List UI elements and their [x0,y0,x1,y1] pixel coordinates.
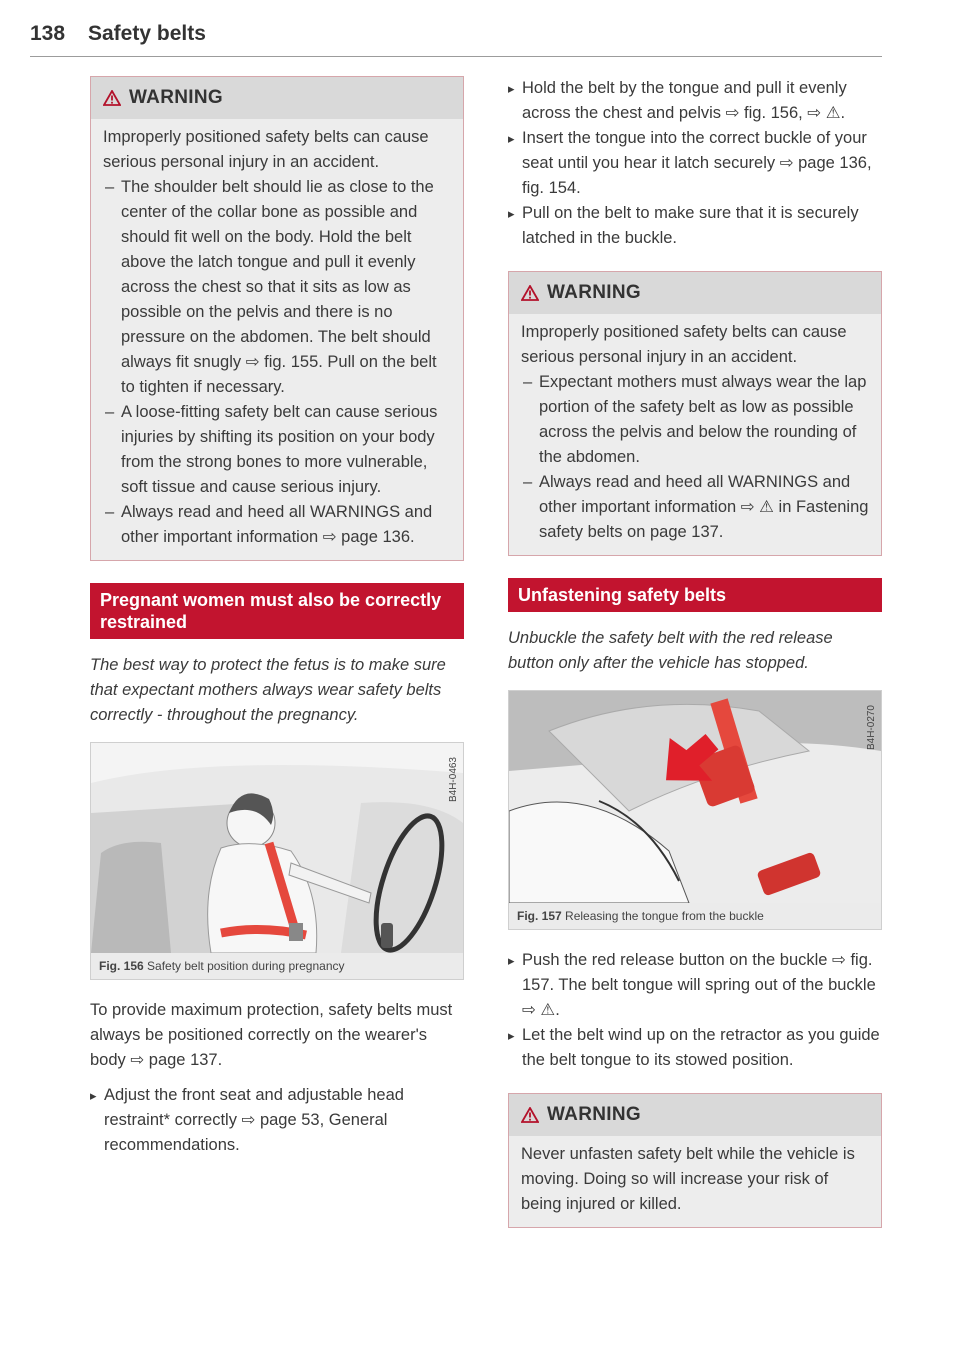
warning-intro: Improperly positioned safety belts can cause serious personal injury in an accident. [521,323,847,366]
section-intro: The best way to protect the fetus is to make sure that expectant mothers always wear safety belts correctly - throughout the pregnancy. [90,656,446,724]
instruction-bullet: ▸ Pull on the belt to make sure that it is securely latched in the buckle. [508,201,882,251]
section-heading-pregnant: Pregnant women must also be correctly restrained [90,583,464,639]
warning-item: – Always read and heed all WARNINGS and other important information ⇨ page 136. [103,500,451,550]
instruction-bullet: ▸ Push the red release button on the buckle ⇨ fig. 157. The belt tongue will spring out of the buckle ⇨ ⚠. [508,948,882,1023]
figure-code: B4H-0463 [448,757,459,803]
warning-title: WARNING [129,87,223,108]
figure-caption [91,953,463,979]
warning-box-right [508,271,882,556]
warning-header [91,77,463,119]
warning-item: – The shoulder belt should lie as close to the center of the collar bone as possible and should fit well on the body. Hold the belt above the latch tongue and pull it evenly across the chest so that it sits as low as possible on the pelvis and there is no pressure on the abdomen. The belt should always fit snugly ⇨ fig. 155. Pull on the belt to tighten if necessary. [103,175,451,400]
page-number: 138 [30,22,66,45]
figure-caption [509,903,881,929]
warning-triangle-icon [521,285,539,301]
section-heading-unfastening: Unfastening safety belts [508,578,882,612]
warning-body [509,314,881,555]
warning-body [509,1136,881,1227]
warning-box-final [508,1093,882,1228]
warning-header [509,272,881,314]
figure-caption-text: Safety belt position during pregnancy [147,959,345,973]
figure-label: Fig. 156 [99,959,144,973]
warning-item: – A loose-fitting safety belt can cause serious injuries by shifting its position on your body from the strong bones to more vulnerable, soft tissue and cause serious injury. [103,400,451,500]
left-column [90,76,464,1158]
instruction-bullet: ▸ Hold the belt by the tongue and pull it evenly across the chest and pelvis ⇨ fig. 156, ⇨ ⚠. [508,76,882,126]
section-intro: Unbuckle the safety belt with the red release button only after the vehicle has stopped. [508,629,833,672]
warning-box-left [90,76,464,561]
warning-item: – Always read and heed all WARNINGS and other important information ⇨ ⚠ in Fastening safety belts on page 137. [521,470,869,545]
warning-intro: Improperly positioned safety belts can cause serious personal injury in an accident. [103,128,429,171]
instruction-bullet: ▸ Let the belt wind up on the retractor as you guide the belt tongue to its stowed position. [508,1023,882,1073]
page-header [30,22,882,57]
figure-156 [90,742,464,980]
warning-header [509,1094,881,1136]
instruction-bullet: ▸ Insert the tongue into the correct buckle of your seat until you hear it latch securely ⇨ page 136, fig. 154. [508,126,882,201]
buckle-release-illustration [509,691,881,903]
right-column [508,76,882,1250]
figure-code: B4H-0270 [866,705,877,751]
figure-caption-text: Releasing the tongue from the buckle [565,909,764,923]
warning-item: – Expectant mothers must always wear the lap portion of the safety belt as low as possible across the pelvis and below the rounding of the abdomen. [521,370,869,470]
warning-triangle-icon [103,90,121,106]
section-title: Safety belts [88,22,206,45]
figure-157 [508,690,882,930]
warning-triangle-icon [521,1107,539,1123]
warning-text: Never unfasten safety belt while the vehicle is moving. Doing so will increase your risk of being injured or killed. [521,1145,855,1213]
warning-title: WARNING [547,282,641,303]
figure-label: Fig. 157 [517,909,562,923]
body-paragraph: To provide maximum protection, safety belts must always be positioned correctly on the wearer's body ⇨ page 137. [90,1001,453,1069]
instruction-bullet: ▸ Adjust the front seat and adjustable head restraint* correctly ⇨ page 53, General recommendations. [90,1083,464,1158]
warning-title: WARNING [547,1104,641,1125]
pregnancy-belt-illustration [91,743,463,953]
warning-body [91,119,463,560]
